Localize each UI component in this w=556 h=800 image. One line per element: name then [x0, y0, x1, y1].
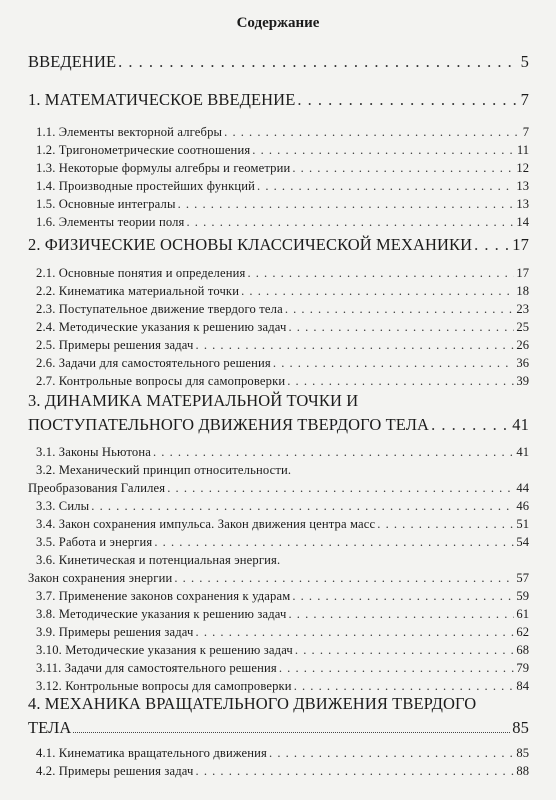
toc-entry-3-2-line1: 3.2. Механический принцип относительности.: [36, 463, 292, 477]
toc-entry-page: 7: [522, 125, 529, 139]
leader-dots: [252, 143, 515, 158]
toc-entry-chapter-3: [28, 415, 529, 435]
toc-entry-label: 3.10. Методические указания к решению задач: [36, 643, 293, 657]
toc-entry-page: 85: [516, 746, 529, 760]
toc-entry-page: 41: [512, 415, 529, 434]
toc-entry-page: 46: [516, 499, 529, 513]
toc-entry-1-1: [36, 125, 529, 140]
leader-dots: [287, 374, 514, 389]
toc-entry-chapter-4: [28, 718, 529, 738]
toc-entry-page: 68: [516, 643, 529, 657]
toc-entry-1-5: [36, 197, 529, 212]
leader-dots: [73, 722, 510, 733]
leader-dots: [292, 161, 514, 176]
toc-entry-4-2: [36, 764, 529, 779]
toc-entry-2-7: [36, 374, 529, 389]
toc-entry-3-1: [36, 445, 529, 460]
toc-entry-label: 3.9. Примеры решения задач: [36, 625, 194, 639]
leader-dots: [154, 535, 514, 550]
toc-entry-label: ТЕЛА: [28, 718, 72, 737]
toc-entry-3-9: [36, 625, 529, 640]
toc-entry-page: 17: [516, 266, 529, 280]
toc-entry-label: 2.1. Основные понятия и определения: [36, 266, 246, 280]
toc-entry-page: 57: [516, 571, 529, 585]
toc-entry-page: 23: [516, 302, 529, 316]
toc-entry-2-5: [36, 338, 529, 353]
toc-entry-3-4: [36, 517, 529, 532]
toc-entry-3-8: [36, 607, 529, 622]
toc-entry-page: 13: [516, 179, 529, 193]
leader-dots: [241, 284, 514, 299]
toc-entry-label: 3.3. Силы: [36, 499, 90, 513]
toc-entry-label: 2.7. Контрольные вопросы для самопроверки: [36, 374, 286, 388]
leader-dots: [196, 338, 515, 353]
leader-dots: [178, 197, 515, 212]
leader-dots: [224, 125, 521, 140]
toc-entry-page: 41: [516, 445, 529, 459]
toc-entry-3-2: [28, 481, 529, 496]
leader-dots: [118, 52, 519, 72]
leader-dots: [257, 179, 514, 194]
leader-dots: [273, 356, 515, 371]
toc-entry-2-3: [36, 302, 529, 317]
toc-entry-3-10: [36, 643, 529, 658]
toc-entry-3-7: [36, 589, 529, 604]
toc-entry-page: 26: [516, 338, 529, 352]
toc-entry-chapter-2: [28, 235, 529, 255]
toc-entry-label: 4.2. Примеры решения задач: [36, 764, 194, 778]
leader-dots: [174, 571, 514, 586]
toc-entry-label: 1.2. Тригонометрические соотношения: [36, 143, 251, 157]
leader-dots: [187, 215, 515, 230]
toc-entry-label: Закон сохранения энергии: [28, 571, 173, 585]
toc-entry-label: 3.12. Контрольные вопросы для самопроверки: [36, 679, 292, 693]
leader-dots: [292, 589, 514, 604]
leader-dots: [294, 679, 515, 694]
toc-entry-3-5: [36, 535, 529, 550]
toc-entry-1-6: [36, 215, 529, 230]
toc-entry-page: 12: [516, 161, 529, 175]
leader-dots: [269, 746, 514, 761]
toc-entry-page: 17: [512, 235, 529, 254]
leader-dots: [153, 445, 514, 460]
toc-entry-page: 36: [516, 356, 529, 370]
toc-entry-page: 84: [516, 679, 529, 693]
page-title: Содержание: [236, 15, 320, 31]
toc-entry-label: 2.2. Кинематика материальной точки: [36, 284, 240, 298]
leader-dots: [295, 643, 514, 658]
toc-entry-label: 3.1. Законы Ньютона: [36, 445, 151, 459]
leader-dots: [377, 517, 514, 532]
leader-dots: [279, 661, 515, 676]
toc-entry-page: 59: [516, 589, 529, 603]
toc-entry-2-6: [36, 356, 529, 371]
toc-entry-3-12: [36, 679, 529, 694]
toc-entry-label: 1.3. Некоторые формулы алгебры и геометрии: [36, 161, 291, 175]
toc-entry-page: 39: [516, 374, 529, 388]
toc-entry-label: 4.1. Кинематика вращательного движения: [36, 746, 268, 760]
toc-entry-label: 1.4. Производные простейших функций: [36, 179, 256, 193]
toc-entry-label: 3.5. Работа и энергия: [36, 535, 153, 549]
toc-entry-label: 2. ФИЗИЧЕСКИЕ ОСНОВЫ КЛАССИЧЕСКОЙ МЕХАНИКИ: [28, 235, 473, 254]
toc-entry-page: 51: [516, 517, 529, 531]
toc-entry-chapter-3-line1: 3. ДИНАМИКА МАТЕРИАЛЬНОЙ ТОЧКИ И: [28, 391, 359, 410]
toc-entry-chapter-4-line1: 4. МЕХАНИКА ВРАЩАТЕЛЬНОГО ДВИЖЕНИЯ ТВЕРДОГО: [28, 694, 477, 713]
leader-dots: [297, 90, 518, 110]
toc-entry-4-1: [36, 746, 529, 761]
toc-entry-label: 3.4. Закон сохранения импульса. Закон движения центра масс: [36, 517, 376, 531]
toc-entry-3-3: [36, 499, 529, 514]
toc-entry-3-6-line1: 3.6. Кинетическая и потенциальная энергия.: [36, 553, 281, 567]
leader-dots: [285, 302, 515, 317]
toc-entry-page: 7: [520, 90, 529, 109]
toc-entry-2-4: [36, 320, 529, 335]
toc-entry-page: 61: [516, 607, 529, 621]
toc-entry-page: 44: [516, 481, 529, 495]
toc-entry-label: 1.6. Элементы теории поля: [36, 215, 185, 229]
toc-entry-1-4: [36, 179, 529, 194]
toc-entry-page: 5: [520, 52, 529, 71]
toc-entry-3-11: [36, 661, 529, 676]
toc-entry-label: ПОСТУПАТЕЛЬНОГО ДВИЖЕНИЯ ТВЕРДОГО ТЕЛА: [28, 415, 430, 434]
toc-entry-page: 85: [512, 718, 529, 737]
leader-dots: [431, 415, 510, 435]
toc-entry-page: 25: [516, 320, 529, 334]
toc-entry-label: 1.1. Элементы векторной алгебры: [36, 125, 223, 139]
toc-entry-label: 2.6. Задачи для самостоятельного решения: [36, 356, 271, 370]
toc-entry-label: 1.5. Основные интегралы: [36, 197, 176, 211]
leader-dots: [167, 481, 514, 496]
toc-entry-page: 13: [516, 197, 529, 211]
toc-entry-page: 79: [516, 661, 529, 675]
leader-dots: [196, 625, 515, 640]
toc-entry-page: 62: [516, 625, 529, 639]
toc-entry-label: 3.8. Методические указания к решению задач: [36, 607, 287, 621]
leader-dots: [91, 499, 514, 514]
toc-entry-label: 3.11. Задачи для самостоятельного решения: [36, 661, 277, 675]
toc-entry-2-2: [36, 284, 529, 299]
leader-dots: [196, 764, 515, 779]
toc-entry-page: 18: [516, 284, 529, 298]
toc-entry-page: 14: [516, 215, 529, 229]
toc-entry-page: 11: [516, 143, 529, 157]
leader-dots: [288, 607, 514, 622]
toc-entry-page: 54: [516, 535, 529, 549]
toc-entry-1-3: [36, 161, 529, 176]
toc-entry-2-1: [36, 266, 529, 281]
leader-dots: [247, 266, 514, 281]
toc-entry-label: 2.4. Методические указания к решению задач: [36, 320, 287, 334]
toc-entry-intro: [28, 52, 529, 72]
toc-entry-label: 3.7. Применение законов сохранения к ударам: [36, 589, 291, 603]
toc-entry-label: 1. МАТЕМАТИЧЕСКОЕ ВВЕДЕНИЕ: [28, 90, 296, 109]
leader-dots: [288, 320, 514, 335]
toc-entry-3-6: [28, 571, 529, 586]
toc-entry-label: 2.3. Поступательное движение твердого тела: [36, 302, 283, 316]
toc-entry-page: 88: [516, 764, 529, 778]
leader-dots: [474, 235, 510, 255]
toc-entry-label: ВВЕДЕНИЕ: [28, 52, 117, 71]
toc-entry-chapter-1: [28, 90, 529, 110]
toc-entry-1-2: [36, 143, 529, 158]
toc-entry-label: 2.5. Примеры решения задач: [36, 338, 194, 352]
toc-entry-label: Преобразования Галилея: [28, 481, 166, 495]
